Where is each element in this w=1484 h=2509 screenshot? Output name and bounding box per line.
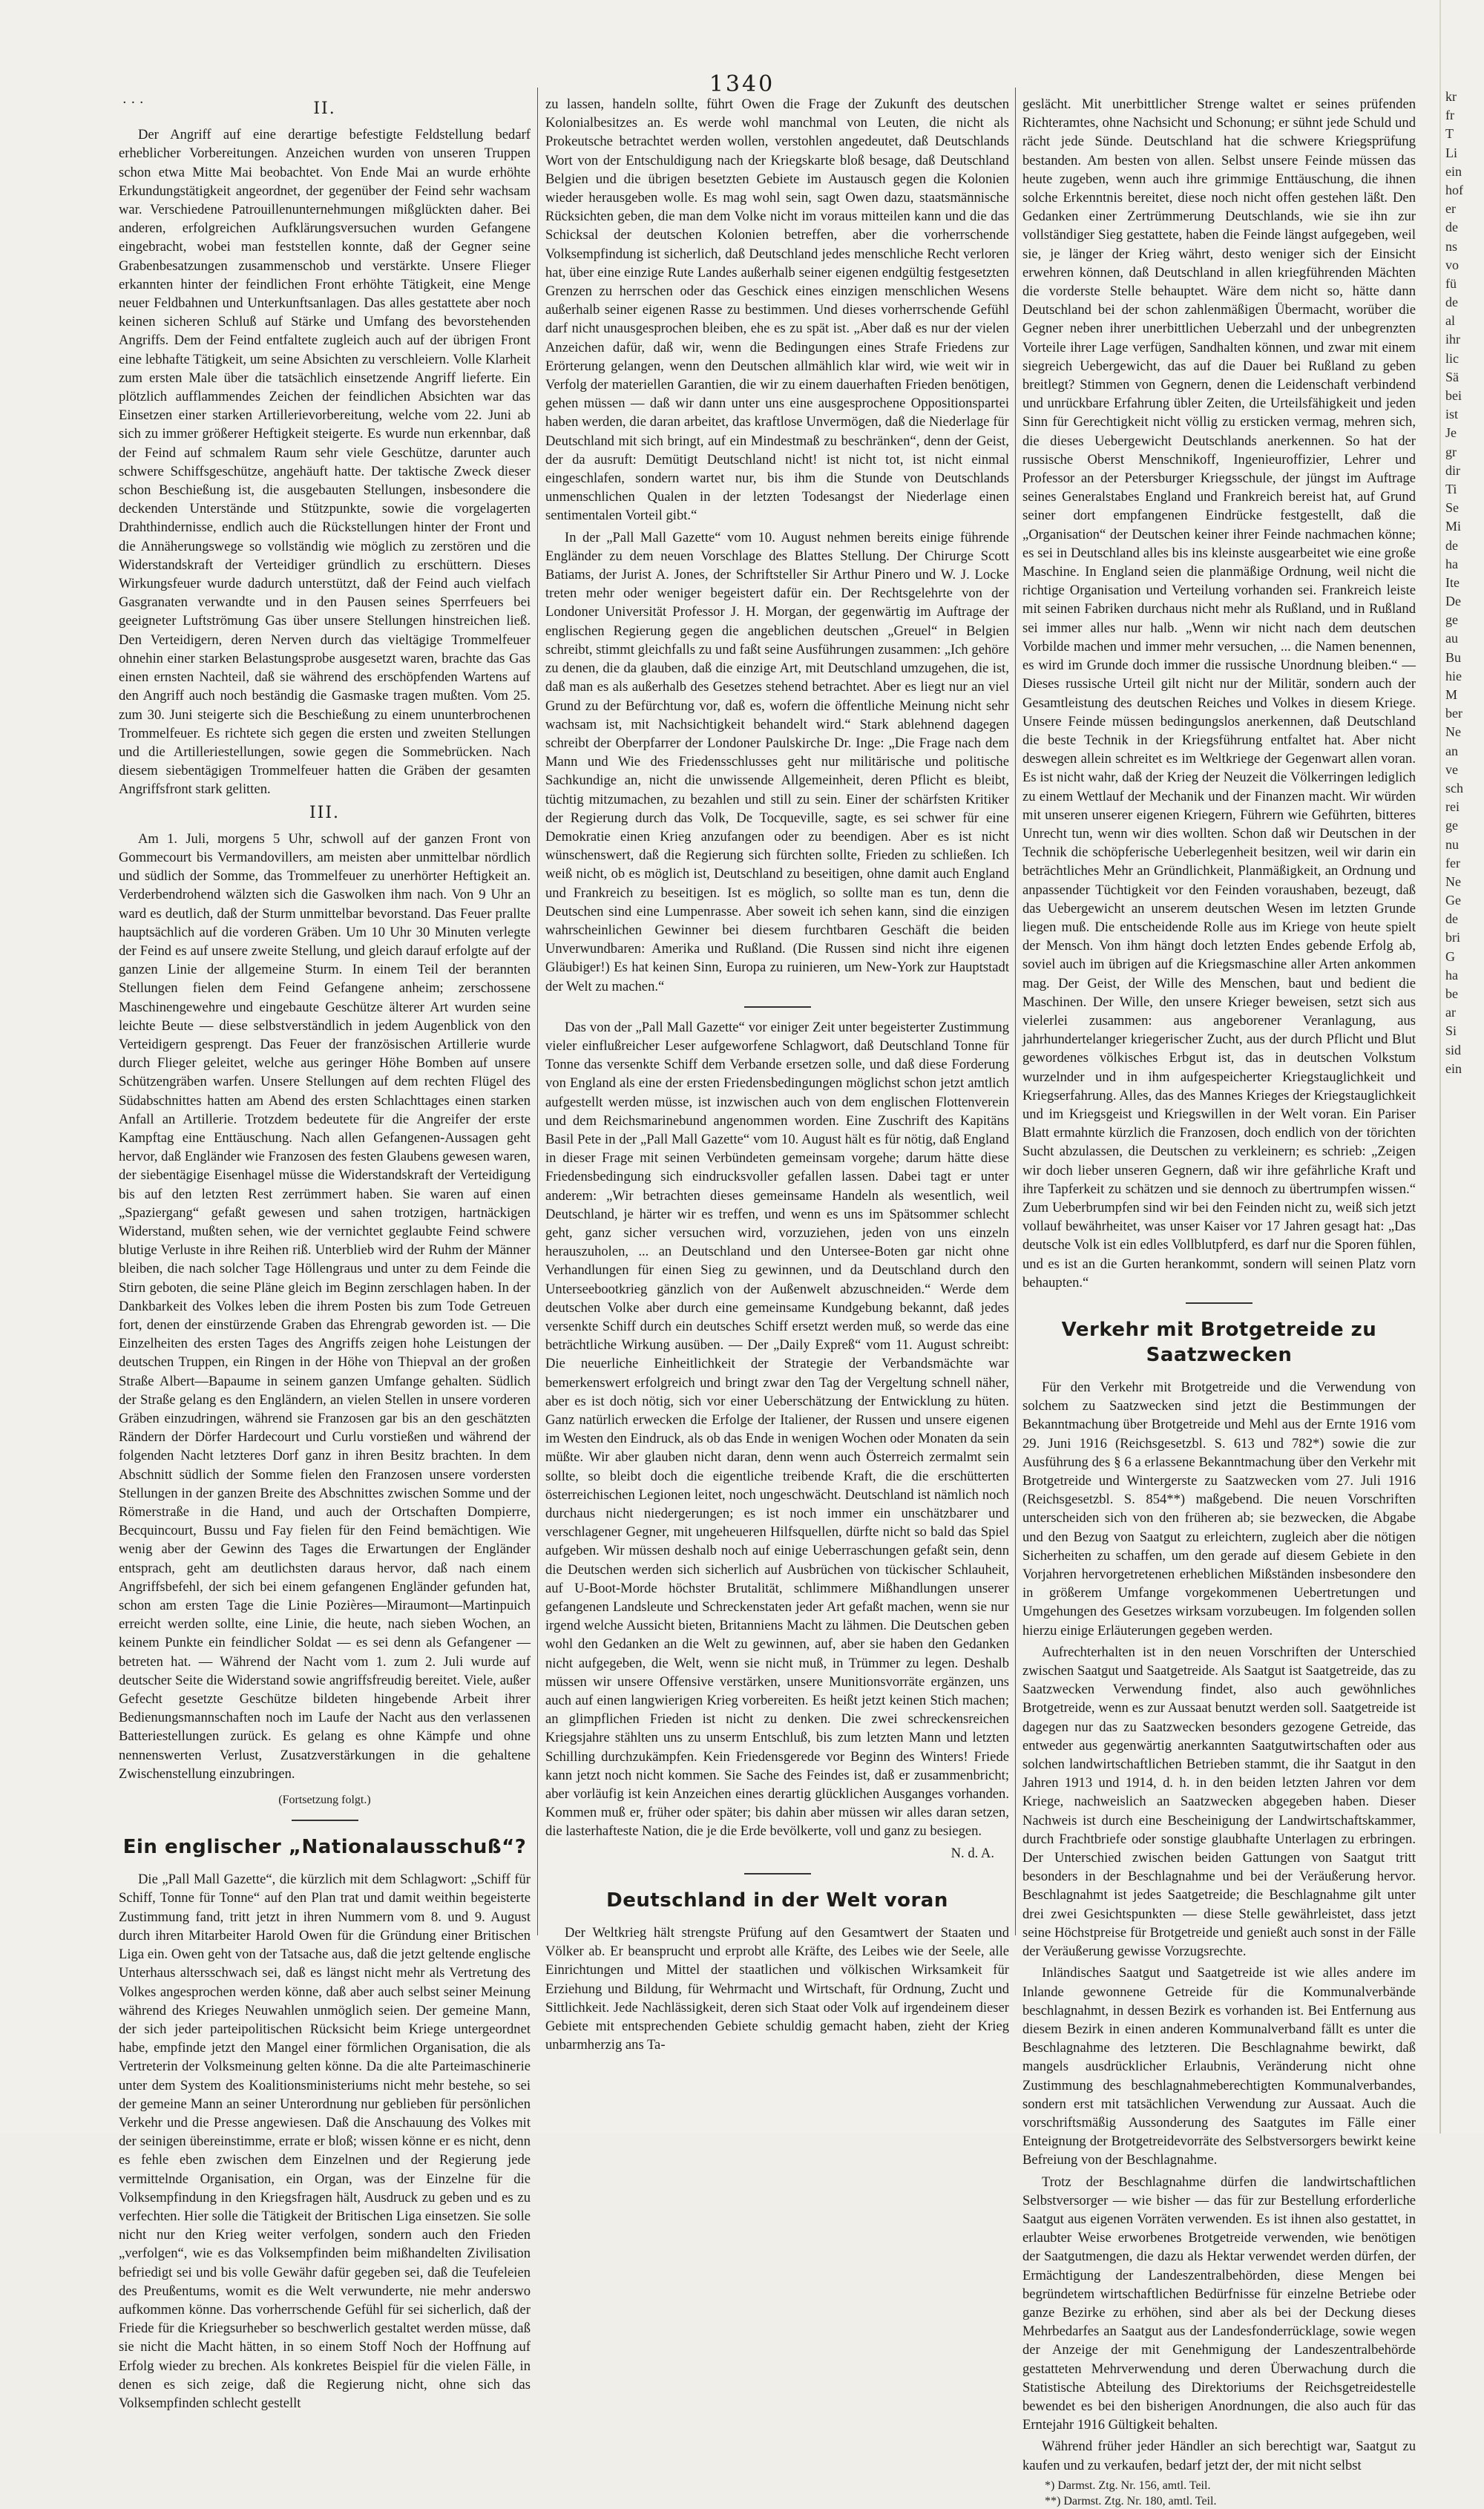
next-page-fragment: Ne <box>1445 724 1461 740</box>
next-page-fragment: fü <box>1445 275 1457 291</box>
next-page-fragment: dir <box>1445 462 1460 478</box>
column-1 <box>119 95 531 2411</box>
page-fold <box>1439 0 1441 2134</box>
next-page-fragment: Si <box>1445 1023 1457 1039</box>
next-page-fragment: ein <box>1445 1060 1462 1076</box>
next-page-fragment: T <box>1445 126 1454 142</box>
next-page-fragment: sch <box>1445 780 1463 796</box>
paragraph: Das von der „Pall Mall Gazette“ vor einiger Zeit unter begeisterter Zustimmung vieler einflußreicher Leser aufgeworfene Schlagwort, daß Deutschland Tonne für Tonne das versenkte Schiff dem Verbande ersetzen solle, und daß diese Forderung von England als eine der ersten Friedensbedingungen möglichst schon jetzt amtlich aufgestellt werden müsse, ist inzwischen auch von dem englischen Flottenverein und dem Reichsmarinebund angenommen worden. Eine Zuschrift des Kapitäns Basil Pete in der „Pall Mall Gazette“ vom 10. August hält es für nötig, daß England in dieser Frage mit seinen Verbündeten gemeinsam vorgehe; darum hätte diese Friedensbedingung sich eindrucksvoller gefallen lassen. Dabei tagt er unter anderem: „Wir betrachten dieses gemeinsame Handeln als wesentlich, weil Deutschland, je härter wir es treffen, und wenn es uns im Spätsommer schlecht geht, ganz sicher versuchen wird, vorzuziehen, jeden von uns einzeln herauszuholen, ... an Deutschland und den Untersee-Boten gar nicht ohne Verhandlungen für einen Sieg zu gewinnen, und da Deutschland durch den Unterseebootkrieg gänzlich von der Außenwelt abzuschneiden.“ Werde dem deutschen Volke aber durch eine gemeinsame Kundgebung bekannt, daß jedes versenkte Schiff durch ein deutsches Schiff ersetzt werden muß, so werde das eine beträchtliche Wirkung ausüben. — Der „Daily Expreß“ vom 11. August schreibt: Die neuerliche Einheitlichkeit der Strategie der Verbandsmächte war bemerkenswert erfolgreich und bringt zwar den Tag der Vergeltung schnell näher, aber es ist doch nötig, sich vor einer Ueberschätzung der Entwicklung zu hüten. Ganz natürlich erwecken die Erfolge der Italiener, der Russen und unsere eigenen im Westen den Eindruck, als ob das Ende in wenigen Wochen oder Monaten da sein müßte. Wir aber glauben nicht daran, denn wenn auch Österreich zermalmt sein sollte, so bleibt doch die eigentliche treibende Kraft, die die erschütterten österreichischen Legionen leitet, noch ungeschwächt. Deutschland ist nämlich noch durchaus nicht niedergerungen; es ist noch immer ein unschätzbarer und verschlagener Gegner, mit ungeheueren Hilfsquellen, dürfte nicht so bald das Spiel aufgeben. Wir müssen deshalb noch auf einige Ueberraschungen gefaßt sein, denn die Deutschen werden sich sicherlich auf Ausbrüchen von tückischer Schlauheit, auf U-Boot-Morde höchster Brutalität, schlimmere Mißhandlungen unserer gefangenen Landsleute und Schreckenstaten jeder Art gefaßt machen, wenn sie nur irgend welche Aussicht bieten, Britanniens Macht zu lähmen. Die Deutschen geben wohl den Gedanken an die Welt zu gewinnen, auf, aber sie haben den Gedanken nicht aufgegeben, die Welt, wenn sie nicht muß, in Trümmer zu legen. Deshalb müssen wir unsere Offensive verstärken, unsere Munitionsvorräte ergänzen, uns auch auf einen langwierigen Krieg vorbereiten. Es heißt jetzt keinen Stich machen; an glimpflichen Frieden ist nicht zu denken. Die zwei schreckensreichen Kriegsjahre stählten uns zu unserm Entschluß, bis zum letzten Mann und letzten Schilling durchzukämpfen. Kein Friedensgerede vor Beginn des Winters! Friede kann jetzt noch nicht kommen. Sie Sache des Feindes ist, daß er zusammenbricht; aber vorläufig ist kein Anzeichen eines derartig glücklichen Ausganges vorhanden. Kommen muß er, früher oder später; bis dahin aber müssen wir alles daran setzen, die lasterhafteste Nation, die je die Erde bevölkerte, voll und ganz zu besiegen. <box>545 1019 1009 1840</box>
paragraph: zu lassen, handeln sollte, führt Owen die Frage der Zukunft des deutschen Kolonialbesitzes an. Es werde wohl manchmal von Leuten, die nicht als Prokeutsche betrachtet werden wollen, verstohlen angedeutet, daß Deutschlands Wort von der Entschuldigung nach der Kriegskarte bloß besage, daß Deutschland Belgien und die übrigen besetzten Gebiete im Austausch gegen die Kolonien wieder herausgeben wolle. Es mag wohl sein, sagt Owen dazu, staatsmännische Rücksichten geben, die man dem Volke nicht im voraus mitteilen kann und die das Schicksal der deutschen Kolonien betreffen, aber die vorherrschende Volksempfindung ist sicherlich, daß Deutschland jedes menschliche Recht verloren hat, über eine einzige Rute Landes außerhalb seiner eigenen endgültig festgesetzten Grenzen zu herrschen oder das Geschick eines einzigen menschlichen Wesens außerhalb seiner eigenen Rasse zu bestimmen. Und dieses vorherrschende Gefühl darf nicht unausgesprochen bleiben, ehe es zu spät ist. „Aber daß es nur der vielen Anzeichen dafür, daß wir, wenn die Bedingungen eines Strafe Friedens zur Erörterung gelangen, wenn den Deutschen allmählich klar wird, wie weit wir in Verfolg der materiellen Garantien, die wir zu einem dauerhaften Frieden benötigen, gehen müssen — daß wir dann unter uns eine ausgesprochene Oppositionspartei haben werden, die daran arbeitet, das kraftlose Unvermögen, daß die Niederlage für Deutschland mit sich bringt, auf ein Mindestmaß zu beschränken“, denn der Geist, der da ausruft: Demütigt Deutschland nicht! ist nicht tot, ist nicht einmal eingeschlafen, sondern wartet nur, bis ihm die Stunde von Deutschlands unmenschlichen Qualen in der letzten Todesangst der Niederlage einen sentimentalen Vorteil gibt.“ <box>545 96 1009 524</box>
next-page-fragment: ar <box>1445 1005 1456 1020</box>
next-page-fragment: ns <box>1445 238 1458 254</box>
next-page-fragment: Mi <box>1445 519 1462 534</box>
continued-note: (Fortsetzung folgt.) <box>278 1794 371 1807</box>
paragraph: Die „Pall Mall Gazette“, die kürzlich mit dem Schlagwort: „Schiff für Schiff, Tonne für Tonne“ auf den Plan trat und damit weithin begeisterte Zustimmung fand, tritt jetzt in ihren Nummern vom 8. und 9. August durch ihren Mitarbeiter Harold Owen für die Gründung einer Britischen Liga ein. Owen geht von der Tatsache aus, daß die jetzt geltende englische Unterhaus altersschwach sei, daß es längst nicht mehr als Vertretung des Volkes angesprochen werden könne, daß aber auch selbst seiner Meinung während des Krieges Neuwahlen unmöglich seien. Der gemeine Mann, der sich jeder parteipolitischen Rücksicht beim Kriege untergeordnet habe, empfinde jetzt den Mangel einer förmlichen Organisation, die als Vertreterin der Volksmeinung gelten könne. Da die alte Parteimaschinerie unter dem System des Koalitionsministeriums nicht mehr bestehe, so sei der gemeine Mann an seiner Unterordnung nur geblieben für persönlichen Verkehr und die Presse angewiesen. Daß die Anschauung des Volkes mit der seinigen übereinstimme, errate er bloß; wissen könne er es nicht, denn es fehle eben zwischen dem Einzelnen und der Regierung jede vermittelnde Organisation, ein Organ, was der Einzelne für die Volksempfindung in den Kriegsfragen hält, Ausdruck zu geben und es zu verfechten. Hier solle die Tätigkeit der Britischen Liga einsetzen. Sie solle nicht nur den Krieg weiter verfolgen, sondern auch den Frieden „verfolgen“, wie es das Volksempfinden beim mißhandelten Zivilisation befriedigt sei und bis volle Gewähr dafür gegeben sei, daß die Teufeleien des Preußentums, womit es die Welt verwunderte, nie mehr anderswo aufkommen könne. Das vorherrschende Gefühl für sei sicherlich, daß der Friede für die Kriegsurheber so beschwerlich gestaltet werden müsse, daß sie nicht die Macht hätten, in so einem Stoff Noch der Hoffnung auf Erfolg wieder zu brechen. Als konkretes Beispiel für die vielen Fälle, in denen es sich zeige, daß die Regierung nicht, ohne sich das Volksempfinden schlecht gestellt <box>119 1872 531 2411</box>
next-page-edge <box>1445 88 1484 2017</box>
next-page-fragment: bei <box>1445 388 1462 403</box>
next-page-fragment: fer <box>1445 855 1460 870</box>
next-page-fragment: Ti <box>1445 481 1457 496</box>
paragraph: Der Weltkrieg hält strengste Prüfung auf den Gesamtwert der Staaten und Völker ab. Er beansprucht und erprobt alle Kräfte, des Leibes wie der Seele, alle Einrichtungen und Mittel der staatlichen und völkischen Wirksamkeit für Erziehung und Bildung, für Wehrmacht und Wirtschaft, für Ordnung, Zucht und Sittlichkeit. Jede Nachlässigkeit, deren sich Staat oder Volk auf irgendeinem dieser Gebiete mit entsprechenden Gebiete schuldig gemacht haben, zieht der Krieg unbarmherzig ans Ta- <box>545 1924 1009 2053</box>
next-page-fragment: ist <box>1445 407 1459 422</box>
article-title-nationalausschuss: Ein englischer „Nationalausschuß“? <box>122 1836 527 1859</box>
next-page-fragment: G <box>1445 948 1455 964</box>
section-number-iii: III. <box>309 803 341 822</box>
separator-rule <box>1186 1302 1252 1304</box>
next-page-fragment: Sä <box>1445 369 1459 384</box>
next-page-fragment: al <box>1445 313 1455 329</box>
paragraph: Trotz der Beschlagnahme dürfen die landwirtschaftlichen Selbstversorger — wie bisher — das für zur Bestellung erforderliche Saatgut aus eigenen Vorräten verwenden. Es ist ihnen also gestattet, in erlaubter Weise erworbenes Brotgetreide verwenden, wie benötigen der Saatgutmengen, die dazu als Hektar verwendet werden dürfen, der Ermächtigung der Landeszentralbehörden, diese Mengen bei begründetem wirtschaftlichen Bedürfnisse für einzelne Betriebe oder ganze Bezirke zu erhöhen, sind aber als bei der Deckung dieses Mehrbedarfes an Saatgut aus der Landesfonderrücklage, sowie wegen der Anzeige der mit Genehmigung der Landeszentralbehörde gestatteten Mehrverwendung und deren Überwachung durch die Statistische Abteilung des Direktoriums der Reichsgetreidestelle bewendet es bei den bisherigen Anordnungen, die also auch für das Erntejahr 1916 Gültigkeit behalten. <box>1022 2174 1416 2433</box>
next-page-fragment: ge <box>1445 612 1458 628</box>
paragraph: Aufrechterhalten ist in den neuen Vorschriften der Unterschied zwischen Saatgut und Saatgetreide. Als Saatgut ist Saatgetreide, das zu Saatzwecken Verwendung findet, also auch gewöhnliches Brotgetreide, wenn es zur Aussaat benutzt werden soll. Saatgetreide ist dagegen nur das zu Saatzwecken besonders gezogene Getreide, das entweder aus gegenwärtig anerkannten Saatgutwirtschaften oder aus solchen landwirtschaftlichen Betrieben stammt, die ihr Saatgut in den Jahren 1913 und 1914, d. h. in den beiden letzten Jahren vor dem Kriege, nachweislich an Saatzwecken abgegeben haben. Dieser Nachweis ist durch eine Bescheinigung der Landwirtschaftskammer, durch Frachtbriefe oder sonstige glaubhafte Unterlagen zu erbringen. Der Unterschied zwischen beiden Gattungen von Saatgut tritt besonders in der Beschlagnahme und bei der Veräußerung hervor. Beschlagnahmt ist jedes Saatgetreide; die Beschlagnahme gilt unter drei zwei Gesichtspunkten — diese Stelle gewährleistet, dass jetzt seine Höchstpreise für Brotgetreide und genießt auch sonst in der Fälle der Veräußerung gewisse Vorzugsrechte. <box>1022 1644 1416 1960</box>
next-page-fragment: ge <box>1445 818 1458 833</box>
section-number-ii: II. <box>313 99 336 118</box>
next-page-fragment: Ge <box>1445 893 1461 908</box>
paragraph: Für den Verkehr mit Brotgetreide und die Verwendung von solchem zu Saatzwecken sind jetzt die Bestimmungen der Bekanntmachung über Brotgetreide und Mehl aus der Ernte 1916 vom 29. Juni 1916 (Reichsgesetzbl. S. 613 und 782*) sowie die zur Ausführung des § 6 a erlassene Bekanntmachung über den Verkehr mit Brotgetreide und Wintergerste zu Saatzwecken vom 27. Juli 1916 (Reichsgesetzbl. S. 854**) maßgebend. Die neuen Vorschriften unterscheiden sich von den früheren ab; sie bezwecken, die Abgabe und den Bezug von Saatgut zu erleichtern, zugleich aber die nötigen Sicherheiten zu schaffen, um den gerade auf diesem Gebiete in den Vorjahren hervorgetretenen erheblichen Mißständen insbesondere den in größerem Umfange vorgekommenen Uebertretungen und Umgehungen des Gesetzes wirksam vorzubeugen. Im folgenden sollen hierzu einige Erläuterungen gegeben werden. <box>1022 1380 1416 1639</box>
paragraph: geslächt. Mit unerbittlicher Strenge waltet er seines prüfenden Richteramtes, ohne Nachsicht und Schonung; er sühnt jede Schuld und rächt jede Sünde. Deutschland hat die schwere Kriegsprüfung bestanden. Am besten von allen. Selbst unsere Feinde müssen das heute zugeben, wenn auch ihre grimmige Enttäuschung, die ihnen solche Erkenntnis bereitet, diese noch nicht offen gestehen läßt. Den Gedanken einer Zertrümmerung Deutschlands, wie sie ihn zur vollständiger Sieg gestattete, haben die Feinde längst aufgegeben, weil sie, je länger der Krieg währt, desto weniger sich der Einsicht erwehren können, daß Deutschland in allen kriegführenden Mächten die vorderste Stelle behauptet. Wäre dem nicht so, hätte dann Deutschland bei der schon zahlenmäßigen Übermacht, worüber die Gegner neben ihrer unerbittlichen Ueberzahl und der unbegrenzten Vorteile ihrer Lage verfügen, Sandhalten können, und zwar mit einem siegreich Uebergewicht, das auf die Dauer bei Rußland zu geben breitlegt? Stimmen von Gegnern, denen die Leidenschaft verbindend und unrückbare Erfahrung übler Zeiten, die Urteilsfähigkeit und jeden Sinn für Gerechtigkeit nicht völlig zu ersticken vermag, mehren sich, die dieses Uebergewicht Deutschlands anerkennen. So hat der russische Oberst Menschnikoff, Ingenieuroffizier, Lehrer und Professor an der Petersburger Kriegsschule, der jüngst im Auftrage seines Generalstabes England und Frankreich bereist hat, auf Grund seiner dort empfangenen Eindrücke festgestellt, daß die „Organisation“ der Deutschen keiner ihrer Feinde nachmachen könne; es sei in Deutschland alles bis ins kleinste ausgearbeitet wie eine große Maschine. In England seien die planmäßige Ordnung, weil nicht die richtige Organisation und Verteilung vorhanden sei. Frankreich leiste mit seinen Fabriken durchaus nicht mehr als Rußland, und in Rußland sei immer alles nur halb. „Wenn wir nicht nach dem deutschen Vorbilde machen und immer mehr versuchen, ... die Namen benennen, es wird im Grunde doch immer die russische Unordnung bleiben.“ — Dieses russische Urteil gilt nicht nur der Militär, sondern auch der Gesamtleistung des deutschen Reiches und Volkes in diesem Kriege. Unsere Feinde müssen bedingungslos anerkennen, daß Deutschland die beste Technik in der Kriegsführung entfaltet hat. Aber nicht deswegen allein schreitet es im Weltkriege der Gegenwart allen voran. Es ist nicht wahr, daß der Krieg der Neuzeit die Völkerringen lediglich zu einem Wettlauf der Mechanik und der Finanzen macht. Wir würden mit unseren unserer eigenen Kriegern, Führern wie Geführten, bitteres Unrecht tun, wenn wir dies wollten. Schon daß wir Deutschen in der Technik die schöpferische Ueberlegenheit besitzen, weil wir darin ein beträchtliches Mehr an Gründlichkeit, Planmäßigkeit, an Ordnung und anpassender Tüchtigkeit vor den Feinden voraushaben, bezeugt, daß das Uebergewicht an unserem deutschen Wesen im letzten Grunde liegen muß. Die entscheidende Rolle aus im Kriege von heute spielt der Mensch. Von ihm hängt doch letzten Endes gebende Erfolg ab, soviel auch im übrigen auf die Kriegsmaschine aller Arten ankommen mag. Der Geist, der Wille des Menschen, baut und bedient die Maschinen. Der Wille, den unsere Krieger beweisen, setzt sich aus vielerlei zusammen: aus angeborener Veranlagung, aus jahrhundertelanger kriegerischer Zucht, aus der durch Pflicht und Blut gewordenes völkisches Erbgut ist, das in deutschen Volkstum wurzelnder und in ihm aufgespeicherter Kriegstauglichkeit und Kriegserfahrung. Alles, das des Mannes Krieges der Kriegstauglichkeit und im Kriegsgeist und Kriegswillen in der Welt voran. Ein Pariser Blatt ermahnte kürzlich die Franzosen, doch endlich von der törichten Sucht abzulassen, die Deutschen zu verkleinern; es schrieb: „Zeigen wir doch lieber unseren Gegnern, daß wir ihre gefährliche Kraft und ihre Tapferkeit zu schätzen und sie dennoch zu übertrumpfen wissen.“ Zum Ueberbrumpfen sind wir bei den Feinden nicht zu, weiß sich jetzt vollauf bewährheitet, was unser Kaiser vor 17 Jahren gesagt hat: „Das deutsche Volk ist ein edles Vollblutpferd, es darf nur die Sporen fühlen, und es ist an die Gurten herankommt, sondern will seinen Platz vorn behaupten.“ <box>1022 96 1416 1290</box>
author-signature: N. d. A. <box>951 1845 994 1861</box>
next-page-fragment: Je <box>1445 425 1457 441</box>
corner-mark: · · · <box>122 95 144 111</box>
next-page-fragment: rei <box>1445 799 1460 815</box>
next-page-fragment: Ne <box>1445 873 1461 889</box>
column-2 <box>545 95 1009 2053</box>
article-title-brotgetreide: Verkehr mit Brotgetreide zu Saatzwecken <box>1061 1319 1377 1366</box>
next-page-fragment: de <box>1445 911 1458 927</box>
next-page-fragment: De <box>1445 594 1461 609</box>
next-page-fragment: bri <box>1445 930 1460 945</box>
next-page-fragment: de <box>1445 220 1458 235</box>
column-rule <box>1015 88 1016 1935</box>
next-page-fragment: gr <box>1445 444 1457 459</box>
paragraph: Während früher jeder Händler an sich berechtigt war, Saatgut zu kaufen und zu verkaufen, bedarf jetzt der, der mit nicht selbst <box>1022 2439 1416 2473</box>
paragraph: Am 1. Juli, morgens 5 Uhr, schwoll auf der ganzen Front von Gommecourt bis Vermandovillers, am meisten aber unmittelbar nördlich und südlich der Somme, das Trommelfeuer zu unerhörter Heftigkeit an. Verderbendrohend wälzten sich die Gaswolken ihm nach. Von 9 Uhr an ward es deutlich, daß der Sturm unmittelbar bevorstand. Das Feuer prallte hauptsächlich auf die vorderen Gräben. Um 10 Uhr 30 Minuten verlegte der Feind es auf unsere zweite Stellung, und gleich darauf erfolgte auf der ganzen Linie der allgemeine Sturm. In einem Teil der berannten Stellungen fielen dem Feind Gefangene anheim; zerschossene Maschinengewehre und eingebaute Geschütze älterer Art wurden seine leichte Beute — diese selbstverständlich in jedem Augenblick von den Verteidigern gesprengt. Das Feuer der französischen Artillerie wurde durch Flieger geleitet, welche aus geringer Höhe Bomben auf unsere Schützengräben warfen. Unsere Stellungen auf dem rechten Flügel des Südabschnittes hatten am Abend des ersten Schlachttages einen starken Anfall an Artillerie. Trotzdem bedeutete für die Angreifer der erste Kampftag eine Enttäuschung. Nach allen Gefangenen-Aussagen geht hervor, daß Engländer wie Franzosen des festen Glaubens gewesen waren, der siebentägige Eisenhagel müsse die Widerstandskraft der Verteidigung bis auf den letzten Rest zerrümmert haben. Sie waren auf einen „Spaziergang“ gefaßt gewesen und sahen trotzigen, hartnäckigen Widerstand, mußten sehen, wie der vernichtet geglaubte Feind schwere blutige Verluste in ihre Reihen riß. Unterblieb wird der Ruhm der Männer bleiben, die nach solcher Tage Höllengraus und unter zu dem Feinde die Stirn geboten, die seine Pläne gleich im Beginn zerschlagen haben. In der Dankbarkeit des Volkes leben die ihrem Posten bis zum Tode Getreuen fort, denen der einstürzende Graben das Ehrengrab geworden ist. — Die Einzelheiten des ersten Tages des Angriffs zeigen hohe Leistungen der deutschen Truppen, ein Ringen in der Höhe von Thiepval an der großen Straße Albert—Bapaume in seinem ganzen Umfange gehalten. Südlich der Straße gelang es den Engländern, an vielen Stellen in unsere vorderen Gräben einzudringen, während sie Franzosen gar bis an den geschätzten Rändern der Dörfer Hardecourt und Curlu vorstießen und während der folgenden Nacht letzteres Dorf ganz in ihren Besitz brachten. In dem Abschnitt südlich der Somme fielen den Franzosen unsere vordersten Stellungen in der ganzen Breite des Abschnittes zwischen Somme und der Römerstraße in die Hand, und auch der Ortschaften Dompierre, Becquincourt, Bussu und Fay fielen für den Feind bemächtigen. Wie wenig aber der Gewinn des Tages die Erwartungen der Engländer entsprach, geht am deutlichsten daraus hervor, daß nach einem Angriffsbefehl, der sich bei einem gefangenen Engländer gefunden hat, schon am ersten Tage die Linie Pozières—Miraumont—Martinpuich erreicht werden sollte, eine Linie, die heute, nach sieben Wochen, an keinem Punkte ein feindlicher Soldat — es sei denn als Gefangener — betreten hat. — Während der Nacht vom 1. zum 2. Juli wurde auf deutscher Seite die Widerstand sowie angriffsfreudig bereitet. Viele, außer Gefecht gesetzte Geschütze bildeten hingebende Arbeit ihrer Bedienungsmannschaften noch im Laufe der Nacht aus den verlassenen Batteriestellungen zurück. Es gelang es ohne Kämpfe und ohne nennenswerten Verlust, Zusatzverstärkungen in die gehaltene Zwischenstellung einzubringen. <box>119 830 531 1782</box>
next-page-fragment: an <box>1445 743 1458 758</box>
separator-rule <box>744 1006 811 1008</box>
next-page-fragment: ber <box>1445 706 1462 721</box>
next-page-fragment: ve <box>1445 761 1458 777</box>
next-page-fragment: ha <box>1445 556 1458 571</box>
next-page-fragment: hof <box>1445 182 1463 197</box>
next-page-fragment: ein <box>1445 163 1462 179</box>
next-page-fragment: au <box>1445 631 1458 646</box>
next-page-fragment: er <box>1445 201 1456 217</box>
paragraph: Inländisches Saatgut und Saatgetreide ist wie alles andere im Inlande gewonnene Getreide für die Kommunalverbände beschlagnahmt, in dessen Bezirk es vorhanden ist. Bei Entfernung aus diesem Bezirk in einen anderen Kommunalverband fällt es unter die Beschlagnahme des letzteren. Die Beschlagnahme bewirkt, daß mangels ausdrücklicher Erlaubnis, Veränderung nicht ohne Zustimmung des beschlagnahmeberechtigten Kommunalverbandes, sondern erst mit tatsächlichen Verwendung zur Aussaat. Auch die vorschriftsmäßig Aussonderung des Saatgutes im Fälle einer Enteignung der Brotgetreidevorräte des Selbstversorgers bewirkt keine Befreiung von der Beschlagnahme. <box>1022 1965 1416 2168</box>
next-page-fragment: sid <box>1445 1042 1462 1057</box>
next-page-fragment: de <box>1445 537 1458 553</box>
paragraph: In der „Pall Mall Gazette“ vom 10. August nehmen bereits einige führende Engländer zu dem neuen Vorschlage des Blattes Stellung. Der Chirurge Scott Batiams, der Jurist A. Jones, der Schriftsteller Sir Arthur Pinero und W. J. Locke treten mehr oder weniger begeistert dafür ein. Der Rechtsgelehrte von der Londoner Universität Professor J. H. Morgan, der gegenwärtig im Auftrage der englischen Regierung gegen die angeblichen deutschen „Greuel“ in Belgien schreibt, stimmt gleichfalls zu und faßt seine Ausführungen zusammen: „Ich gehöre zu denen, die da glauben, daß die einzige Art, mit Deutschland umzugehen, die ist, daß man es als außerhalb des Gesetzes stehend betrachtet. Aber es liegt nur an viel Grund zu der Befürchtung vor, daß es, wofern die öffentliche Meinung nicht sehr wachsam ist, mit Nachsichtigkeit behandelt wird.“ Stark ablehnend dagegen schreibt der Oberpfarrer der Londoner Paulskirche Dr. Inge: „Die Frage nach dem Mann und Wie des Friedensschlusses geht nur militärische und politische Sachkundige an, nicht die unwissende Allgemeinheit, deren Pflicht es bleibt, tüchtig mitzumachen, zu bezahlen und still zu sein. Einer der schärfsten Kritiker der Regierung durch das Volk, De Tocqueville, sagte, es sei schwer für eine Demokratie einen Krieg anzufangen oder zu beendigen. Aber es ist nicht wünschenswert, daß die Regierung sich fürchten sollte, Frieden zu schließen. Ich weiß nicht, ob es möglich ist, Deutschland zu beseitigen, ohne damit auch England und Frankreich zu beseitigen. Ist es möglich, so sollte man es tun, denn die Deutschen sind eine Lumpenrasse. Aber soweit ich sehen kann, sind die einzigen wahrscheinlichen Gewinner bei diesem furchtbaren Geschäft die beiden Unverwundbaren: Amerika und Rußland. (Die Russen sind nicht ihre eigenen Gläubiger!) Es hat keinen Sinn, Europa zu ruinieren, um New-York zur Hauptstadt der Welt zu machen.“ <box>545 529 1009 994</box>
next-page-fragment: ha <box>1445 967 1458 983</box>
next-page-fragment: Se <box>1445 500 1459 516</box>
next-page-fragment: lic <box>1445 350 1459 366</box>
next-page-fragment: Bu <box>1445 649 1462 665</box>
next-page-fragment: Li <box>1445 145 1457 160</box>
next-page-fragment: fr <box>1445 108 1454 123</box>
next-page-fragment: vo <box>1445 257 1459 272</box>
next-page-fragment: hie <box>1445 668 1462 683</box>
column-rule <box>537 88 538 1935</box>
next-page-fragment: ihr <box>1445 332 1460 347</box>
paragraph: Der Angriff auf eine derartige befestigte Feldstellung bedarf erheblicher Vorbereitungen. Anzeichen wurden von unseren Truppen schon etwa Mitte Mai beobachtet. Von Ende Mai an wurde erhöhte Erkundungstätigkeit angeordnet, der gegenüber der Feind sehr wachsam war. Verschiedene Patrouillenunternehmungen mißglückten daher. Bei anderen, erfolgreichen Aufklärungsversuchen wurden Gefangene eingebracht, wobei man feststellen konnte, daß der Gegner seine Grabenbesatzungen zusammenschob und verstärkte. Unsere Flieger erkannten hinter der feindlichen Front erhöhte Tätigkeit, eine Menge neuer Feldbahnen und Unterkunftsanlagen. Das alles gestattete aber noch keinen sicheren Schluß auf Stärke und Umfang des bevorstehenden Angriffs. Dem der Feind entfaltete zugleich auch auf der übrigen Front eine lebhafte Tätigkeit, um seine Absichten zu verschleiern. Volle Klarheit zum ersten Male über die tatsächlich einsetzende Angriff lieferte. Ein plötzlich aufflammendes Zeichen der feindlichen Absichten war das Einsetzen einer starken Artillerievorbereitung, welche vom 22. Juni ab sich zu immer größerer Heftigkeit steigerte. Es wurde nun erkennbar, daß der Feind auf schmalem Raum sehr viele Geschütze, darunter auch schwere Schiffsgeschütze, angehäuft hatte. Der taktische Zweck dieser schon Beschießung ist, die ausgebauten Stellungen, insbesondere die deckenden Unterstände und Stützpunkte, sowie die vorgelagerten Drahthindernisse, endlich auch die Rückstellungen hinter der Front und die Annäherungswege so vollständig wie möglich zu zerstören und die Widerstandskraft der Verteidiger gründlich zu erschüttern. Dieses Wirkungsfeuer wurde dadurch unterstützt, daß der Feind auch vielfach Gasgranaten verwandte und in den Pausen seines Sperrfeuers bei geeigneter Luftströmung Gas über unsere Stellungen hinstreichen ließ. Den Verteidigern, deren Nerven durch das vieltägige Trommelfeuer ohnehin einer starken Belastungsprobe ausgesetzt waren, brachte das Gas einen ernsten Nachteil, daß sie während des erschöpfenden Wartens auf den Angriff auch noch beständig die Gasmaske tragen mußten. Vom 25. zum 30. Juni steigerte sich die Beschießung zu einem ununterbrochenen Trommelfeuer. Es richtete sich gegen die ersten und zweiten Stellungen und die Artilleriestellungen, sowie gegen die Sommebrücken. Nach diesem siebentägigen Trommelfeuer hatten die Gräben der gesamten Angriffsfront stark gelitten. <box>119 127 531 798</box>
separator-rule <box>292 1820 358 1821</box>
next-page-fragment: M <box>1445 687 1458 702</box>
footnote: **) Darmst. Ztg. Nr. 180, amtl. Teil. <box>1045 2494 1217 2508</box>
column-3 <box>1022 95 1416 2508</box>
next-page-fragment: Ite <box>1445 574 1460 590</box>
next-page-fragment: de <box>1445 295 1458 310</box>
page-number: 1340 <box>709 71 775 97</box>
next-page-fragment: be <box>1445 986 1458 1001</box>
next-page-fragment: kr <box>1445 89 1457 104</box>
footnote: *) Darmst. Ztg. Nr. 156, amtl. Teil. <box>1045 2479 1211 2492</box>
next-page-fragment: nu <box>1445 836 1459 852</box>
separator-rule <box>744 1873 811 1875</box>
article-title-deutschland: Deutschland in der Welt voran <box>606 1889 948 1912</box>
